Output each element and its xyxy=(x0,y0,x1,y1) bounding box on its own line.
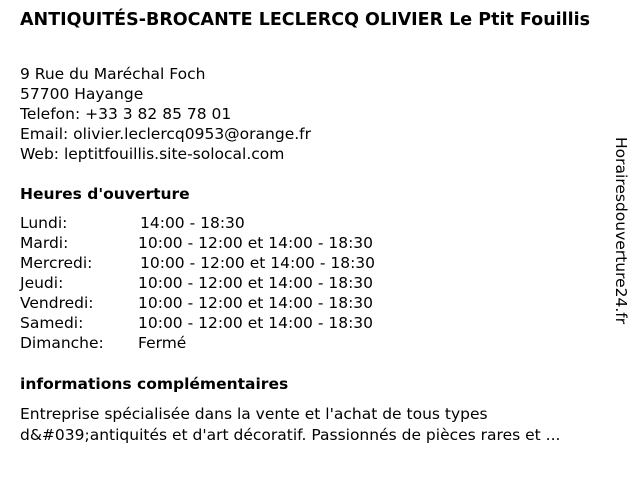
day-label: Jeudi: xyxy=(20,274,64,292)
web-line: Web: leptitfouillis.site-solocal.com xyxy=(20,145,285,163)
business-name: ANTIQUITÉS-BROCANTE LECLERCQ OLIVIER Le Ptit Fouillis xyxy=(20,10,591,30)
phone-line: Telefon: +33 3 82 85 78 01 xyxy=(20,105,232,123)
email-line: Email: olivier.leclercq0953@orange.fr xyxy=(20,125,311,143)
day-label: Lundi: xyxy=(20,214,68,232)
day-hours: 10:00 - 12:00 et 14:00 - 18:30 xyxy=(138,294,374,312)
address-city: 57700 Hayange xyxy=(20,85,144,103)
day-hours: Fermé xyxy=(138,334,187,352)
day-hours: 10:00 - 12:00 et 14:00 - 18:30 xyxy=(138,234,374,252)
day-label: Vendredi: xyxy=(20,294,94,312)
hours-heading: Heures d'ouverture xyxy=(20,185,190,203)
day-label: Dimanche: xyxy=(20,334,104,352)
day-label: Samedi: xyxy=(20,314,84,332)
business-description: Entreprise spécialisée dans la vente et l'achat de tous types d&#039;antiquités et d'art décoratif. Passionnés de pièces rares et ... xyxy=(20,405,561,444)
day-hours: 14:00 - 18:30 xyxy=(140,214,245,232)
day-label: Mardi: xyxy=(20,234,69,252)
contact-block xyxy=(20,64,311,164)
day-label: Mercredi: xyxy=(20,254,93,272)
site-brand: Horairesdouverture24.fr xyxy=(612,137,630,325)
day-hours: 10:00 - 12:00 et 14:00 - 18:30 xyxy=(138,314,374,332)
day-hours: 10:00 - 12:00 et 14:00 - 18:30 xyxy=(138,274,374,292)
day-hours: 10:00 - 12:00 et 14:00 - 18:30 xyxy=(140,254,376,272)
address-street: 9 Rue du Maréchal Foch xyxy=(20,65,206,83)
info-heading: informations complémentaires xyxy=(20,375,289,393)
